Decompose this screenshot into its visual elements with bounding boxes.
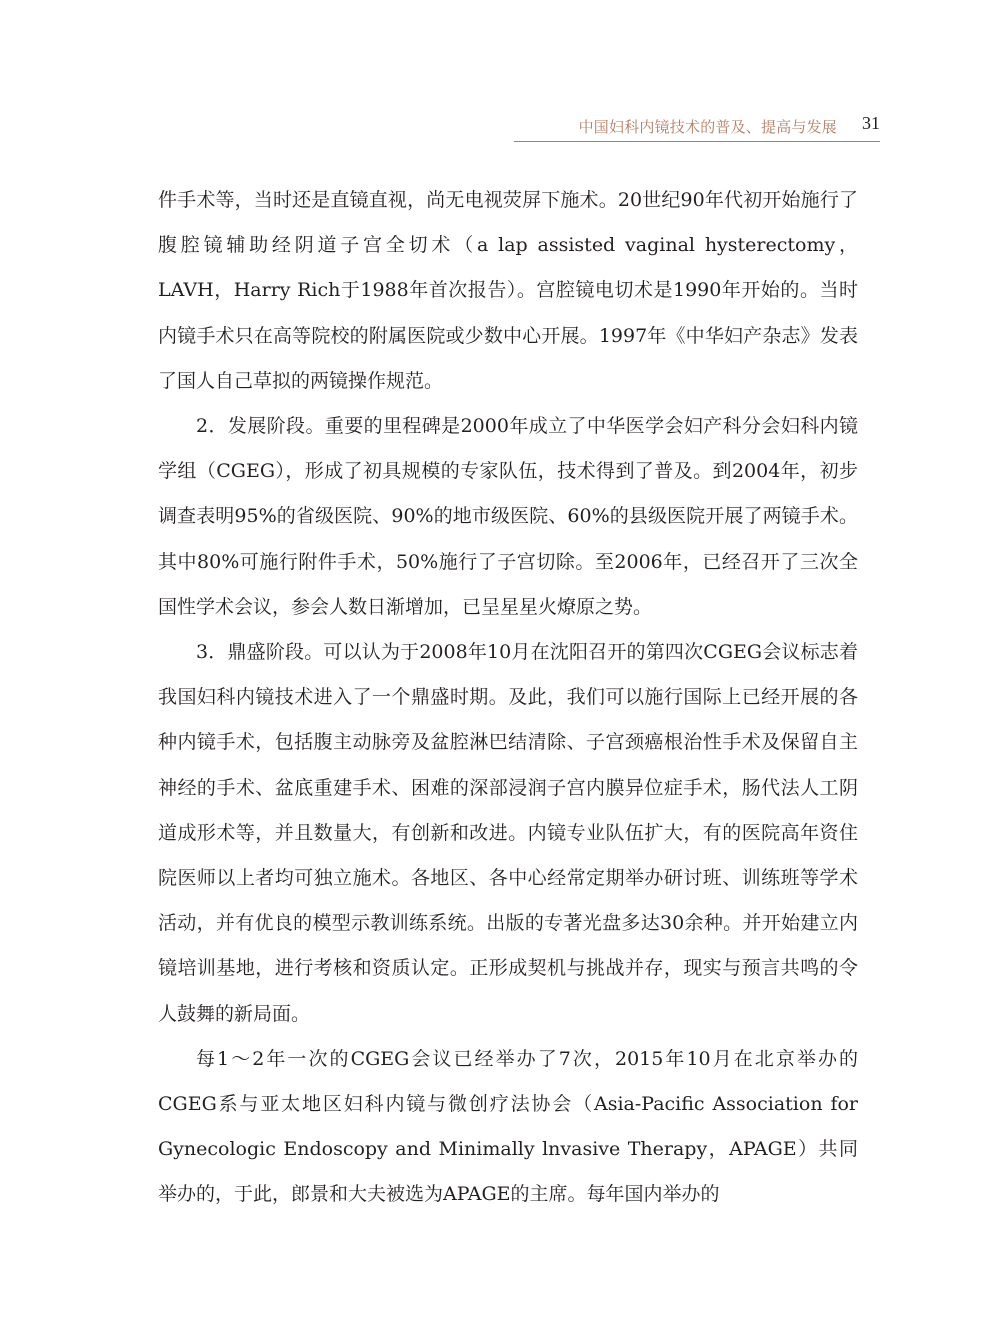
header-rule: [514, 141, 880, 142]
paragraph-peak-stage: 3．鼎盛阶段。可以认为于2008年10月在沈阳召开的第四次CGEG会议标志着我国妇科内镜技术进入了一个鼎盛时期。及此，我们可以施行国际上已经开展的各种内镜手术，包括腹主动脉旁及盆腔淋巴结清除、子宫颈癌根治性手术及保留自主神经的手术、盆底重建手术、困难的深部浸润子宫内膜异位症手术，肠代法人工阴道成形术等，并且数量大，有创新和改进。内镜专业队伍扩大，有的医院高年资住院医师以上者均可独立施术。各地区、各中心经常定期举办研讨班、训练班等学术活动，并有优良的模型示教训练系统。出版的专著光盘多达30余种。并开始建立内镜培训基地，进行考核和资质认定。正形成契机与挑战并存，现实与预言共鸣的令人鼓舞的新局面。: [158, 641, 858, 1025]
running-header-title: 中国妇科内镜技术的普及、提高与发展: [578, 118, 837, 136]
paragraph-development-stage: 2．发展阶段。重要的里程碑是2000年成立了中华医学会妇产科分会妇科内镜学组（CGEG），形成了初具规模的专家队伍，技术得到了普及。到2004年，初步调查表明95%的省级医院、90%的地市级医院、60%的县级医院开展了两镜手术。其中80%可施行附件手术，50%施行了子宫切除。至2006年，已经召开了三次全国性学术会议，参会人数日渐增加，已呈星星火燎原之势。: [158, 415, 858, 618]
paragraph-cgeg-meetings: 每1～2年一次的CGEG会议已经举办了7次，2015年10月在北京举办的CGEG系与亚太地区妇科内镜与微创疗法协会（Asia-Pacific Association for Gynecologic Endoscopy and Minimally lnvasive Therapy，APAGE）共同举办的，于此，郎景和大夫被选为APAGE的主席。每年国内举办的: [158, 1047, 858, 1206]
running-header: [514, 112, 880, 142]
page-number: 31: [862, 113, 880, 133]
paragraph-continuation: 件手术等，当时还是直镜直视，尚无电视荧屏下施术。20世纪90年代初开始施行了腹腔镜辅助经阴道子宫全切术（a lap assisted vaginal hysterectomy，LAVH，Harry Rich于1988年首次报告）。宫腔镜电切术是1990年开始的。当时内镜手术只在高等院校的附属医院或少数中心开展。1997年《中华妇产杂志》发表了国人自己草拟的两镜操作规范。: [158, 189, 858, 392]
body-text: [158, 178, 858, 1218]
